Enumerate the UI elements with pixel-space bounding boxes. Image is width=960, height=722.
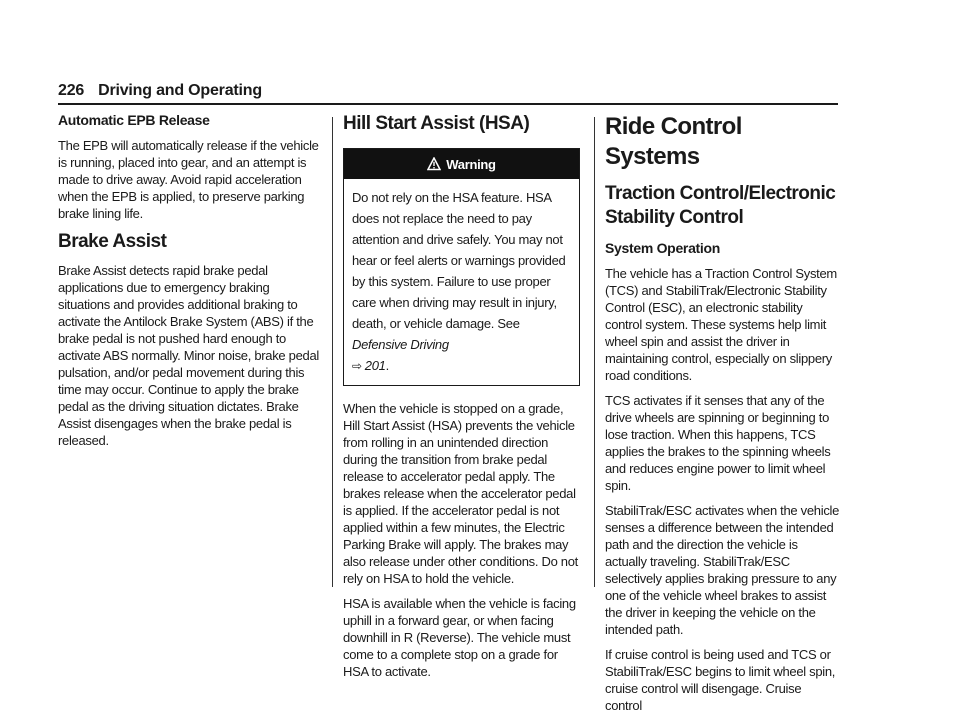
warning-box bbox=[343, 148, 580, 386]
hsa-para-2: HSA is available when the vehicle is facing uphill in a forward gear, or when facing downhill in R (Reverse). The vehicle must come to a complete stop on a grade for HSA to activate. bbox=[343, 596, 576, 679]
warning-label: Warning bbox=[446, 156, 496, 172]
header-rule bbox=[58, 103, 838, 105]
column-divider-2 bbox=[594, 117, 595, 587]
page-ref-icon: ⇨ bbox=[352, 359, 362, 373]
tcs-para-4: If cruise control is being used and TCS or StabiliTrak/ESC begins to limit wheel spin, cruise control will disengage. Cruise control bbox=[605, 647, 836, 713]
page-number: 226 bbox=[58, 82, 85, 99]
page-header bbox=[58, 82, 838, 104]
tcs-para-1: The vehicle has a Traction Control System (TCS) and StabiliTrak/Electronic Stability Control (ESC), an electronic stability control system. These systems help limit wheel spin and assist the driver in maintaining control, especially on slippery road conditions. bbox=[605, 266, 837, 383]
hsa-heading: Hill Start Assist (HSA) bbox=[343, 113, 530, 134]
epb-release-heading: Automatic EPB Release bbox=[58, 112, 210, 128]
column-1 bbox=[58, 112, 320, 457]
tcs-para-2: TCS activates if it senses that any of the drive wheels are spinning or beginning to lose traction. When this happens, TCS applies the brakes to the spinning wheels and reduces engine power to limit wheel spin. bbox=[605, 393, 831, 493]
warning-ref-end: . bbox=[385, 358, 389, 373]
hsa-para-1: When the vehicle is stopped on a grade, Hill Start Assist (HSA) prevents the vehicle from rolling in an unintended direction during the transition from brake pedal release to accelerator pedal apply. The brakes release when the accelerator pedal is applied. If the accelerator pedal is not applied within a few minutes, the Electric Parking Brake will apply. The brakes may also release under other conditions. Do not rely on HSA to hold the vehicle. bbox=[343, 401, 578, 586]
tcs-esc-heading: Traction Control/Electronic Stability Control bbox=[605, 183, 836, 228]
warning-ref-page[interactable]: 201 bbox=[364, 358, 386, 373]
tcs-para-3: StabiliTrak/ESC activates when the vehicle senses a difference between the intended path and the direction the vehicle is actually traveling. StabiliTrak/ESC selectively applies braking pressure to any one of the vehicle wheel brakes to assist the driver in keeping the vehicle on the intended path. bbox=[605, 503, 840, 637]
epb-release-text: The EPB will automatically release if the vehicle is running, placed into gear, and an attempt is made to drive away. Avoid rapid acceleration when the EPB is applied, to preserve parking brake lining life. bbox=[58, 138, 319, 221]
chapter-heading: Ride Control Systems bbox=[605, 113, 742, 170]
warning-bar bbox=[344, 149, 579, 179]
column-3 bbox=[605, 112, 841, 722]
warning-body: Do not rely on the HSA feature. HSA does not replace the need to pay attention and drive safely. You may not hear or feel alerts or warnings provided by this system. Failure to use proper care when driving may result in injury, death, or vehicle damage. See bbox=[352, 190, 566, 331]
system-operation-heading: System Operation bbox=[605, 240, 721, 256]
warning-text bbox=[344, 179, 579, 385]
column-divider-1 bbox=[332, 117, 333, 587]
brake-assist-heading: Brake Assist bbox=[58, 231, 167, 252]
brake-assist-text: Brake Assist detects rapid brake pedal applications due to emergency braking situations and provides additional braking to activate the Antilock Brake System (ABS) if the brake pedal is not pushed hard enough to activate ABS normally. Minor noise, brake pedal pulsation, and/or pedal movement during this time may occur. Continue to apply the brake pedal as the driving situation dictates. Brake Assist disengages when the brake pedal is released. bbox=[58, 263, 319, 448]
column-2 bbox=[343, 112, 580, 688]
warning-icon bbox=[427, 157, 441, 171]
running-section-title: Driving and Operating bbox=[98, 82, 262, 99]
warning-ref-title[interactable]: Defensive Driving bbox=[352, 337, 449, 352]
